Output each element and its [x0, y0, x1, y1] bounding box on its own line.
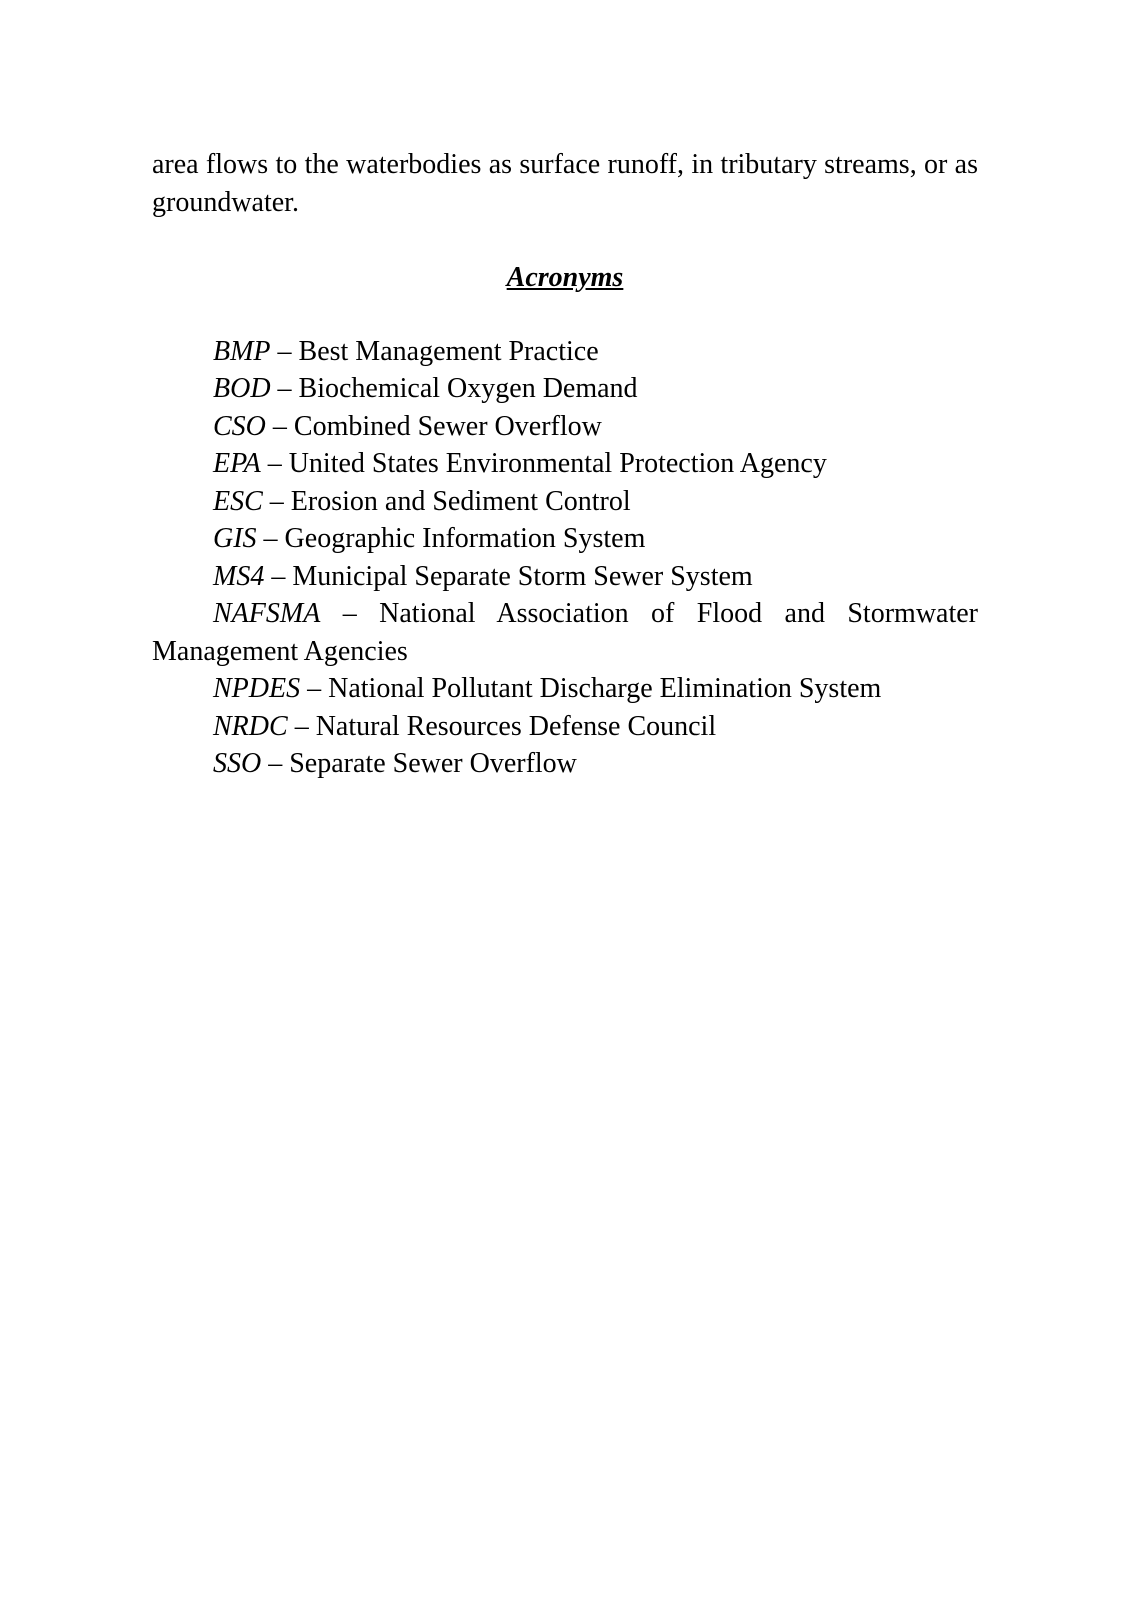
acronym-definition: Erosion and Sediment Control [290, 485, 631, 517]
acronym-abbreviation: GIS [213, 523, 257, 554]
acronym-abbreviation: ESC [213, 485, 263, 517]
acronym-separator: – [320, 598, 380, 629]
acronym-abbreviation: NRDC [213, 710, 288, 742]
acronym-separator: – [264, 560, 293, 592]
acronym-definition: Separate Sewer Overflow [289, 748, 577, 779]
acronym-separator: – [265, 410, 294, 442]
acronym-abbreviation: MS4 [213, 560, 265, 592]
acronym-separator: – [262, 485, 291, 517]
acronym-item [152, 445, 978, 483]
acronym-abbreviation: BOD [213, 373, 271, 404]
acronym-item [152, 408, 978, 446]
acronym-item [152, 595, 978, 670]
acronym-item [152, 333, 978, 371]
acronym-separator: – [256, 523, 285, 554]
acronym-definition: National Pollutant Discharge Elimination System [328, 673, 882, 704]
acronym-definition: Combined Sewer Overflow [293, 410, 602, 442]
acronym-abbreviation: NPDES [213, 673, 301, 704]
acronym-separator: – [270, 373, 299, 404]
acronym-item [152, 708, 978, 746]
acronym-definition: Best Management Practice [298, 335, 599, 367]
acronym-item [152, 745, 978, 783]
acronym-item [152, 520, 978, 558]
acronym-abbreviation: BMP [213, 335, 271, 367]
acronym-separator: – [261, 748, 290, 779]
acronym-abbreviation: CSO [213, 410, 266, 442]
page-content [152, 146, 978, 783]
acronym-separator: – [300, 673, 329, 704]
acronym-definition: Geographic Information System [284, 523, 646, 554]
acronym-abbreviation: EPA [213, 448, 261, 479]
acronym-definition: United States Environmental Protection Agency [288, 448, 827, 479]
acronym-item [152, 370, 978, 408]
acronym-abbreviation: SSO [213, 748, 262, 779]
acronym-separator: – [287, 710, 316, 742]
acronym-list [152, 333, 978, 783]
acronym-definition: National Association of Flood and Stormwater Management Agencies [152, 598, 978, 667]
acronym-definition: Municipal Separate Storm Sewer System [292, 560, 753, 592]
section-heading: Acronyms [506, 262, 624, 293]
intro-paragraph: area flows to the waterbodies as surface runoff, in tributary streams, or as groundwater. [152, 149, 978, 218]
acronym-item [152, 483, 978, 521]
acronym-item [152, 558, 978, 596]
acronym-item [152, 670, 978, 708]
acronym-abbreviation: NAFSMA [213, 598, 321, 629]
acronym-definition: Biochemical Oxygen Demand [298, 373, 638, 404]
acronym-definition: Natural Resources Defense Council [315, 710, 717, 742]
acronym-separator: – [270, 335, 299, 367]
acronym-separator: – [260, 448, 289, 479]
